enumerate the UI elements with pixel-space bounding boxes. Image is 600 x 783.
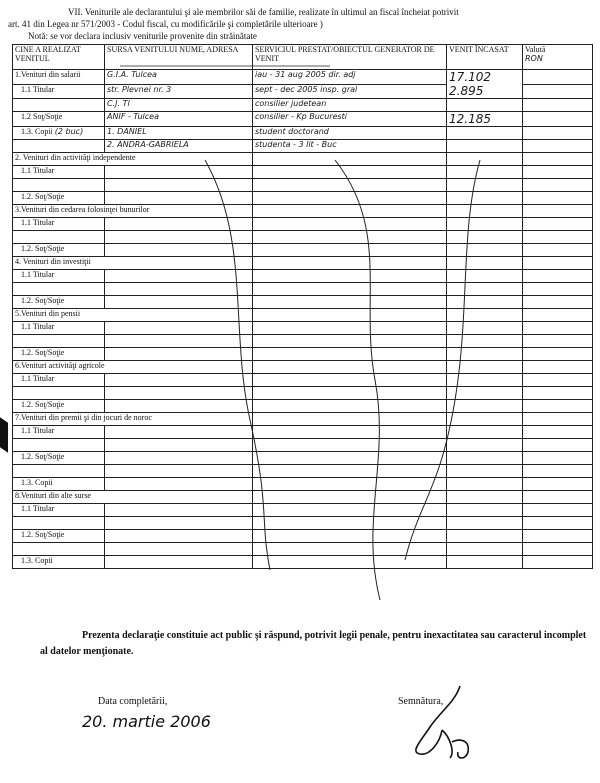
- empty-cell: [447, 348, 523, 361]
- empty-cell: [523, 296, 593, 309]
- scan-edge-mark: [0, 417, 8, 453]
- empty-cell: [447, 556, 523, 569]
- row-label: 1.2. Soţ/Soţie: [13, 400, 105, 413]
- empty-cell: [523, 491, 593, 504]
- empty-cell: [447, 205, 523, 218]
- empty-cell: [253, 335, 447, 348]
- col-header-source: SURSA VENITULUI NUME, ADRESA: [105, 45, 253, 70]
- empty-cell: [253, 179, 447, 192]
- row-label: 1.1 Titular: [13, 426, 105, 439]
- section-5-title: 5.Venituri din pensii: [13, 309, 253, 322]
- table-row: [13, 556, 593, 569]
- empty-cell: [13, 179, 105, 192]
- empty-cell: [13, 465, 105, 478]
- amount-entry: 12.185: [447, 112, 523, 127]
- empty-cell: [13, 99, 105, 112]
- empty-cell: [253, 270, 447, 283]
- row-label: 1.1 Titular: [13, 504, 105, 517]
- income-table: [12, 44, 593, 569]
- table-row: [13, 322, 593, 335]
- table-row: [13, 413, 593, 426]
- empty-cell: [523, 179, 593, 192]
- table-row: [13, 452, 593, 465]
- table-row: [13, 244, 593, 257]
- empty-cell: [105, 556, 253, 569]
- empty-cell: [105, 465, 253, 478]
- date-label: Data completării,: [98, 696, 168, 707]
- empty-cell: [253, 465, 447, 478]
- empty-cell: [105, 283, 253, 296]
- source-entry: str. Plevnei nr. 3: [105, 84, 253, 99]
- table-row: [13, 439, 593, 452]
- table-row: [13, 465, 593, 478]
- empty-cell: [105, 517, 253, 530]
- col-header-service: SERVICIUL PRESTAT/OBIECTUL GENERATOR DE VENIT: [253, 45, 447, 70]
- table-row: [13, 231, 593, 244]
- header-line-1: VII. Veniturile ale declarantului şi ale membrilor săi de familie, realizate în ultimul an fiscal încheiat potrivit: [68, 7, 459, 17]
- empty-cell: [523, 244, 593, 257]
- empty-cell: [13, 335, 105, 348]
- signature-label: Semnătura,: [398, 696, 444, 707]
- table-row: [13, 257, 593, 270]
- empty-cell: [105, 426, 253, 439]
- table-row: [13, 530, 593, 543]
- currency-cell: [523, 99, 593, 112]
- empty-cell: [523, 322, 593, 335]
- empty-cell: [253, 231, 447, 244]
- empty-cell: [447, 530, 523, 543]
- section-8-title: 8.Venituri din alte surse: [13, 491, 253, 504]
- empty-cell: [13, 517, 105, 530]
- table-row: [13, 361, 593, 374]
- empty-cell: [447, 491, 523, 504]
- empty-cell: [523, 361, 593, 374]
- empty-cell: [447, 387, 523, 400]
- row-label-copii: 1.3. Copii: [21, 127, 53, 136]
- empty-cell: [253, 166, 447, 179]
- row-label: [13, 127, 105, 140]
- empty-cell: [523, 335, 593, 348]
- amount-2: 2.895: [449, 84, 484, 98]
- empty-cell: [253, 517, 447, 530]
- section-2-title: 2. Venituri din activităţi independente: [13, 153, 253, 166]
- row-label: 1.1 Titular: [13, 322, 105, 335]
- empty-cell: [523, 231, 593, 244]
- table-header-row: [13, 45, 593, 70]
- empty-cell: [253, 374, 447, 387]
- row-label: 1.1 Titular: [13, 218, 105, 231]
- empty-cell: [13, 439, 105, 452]
- empty-cell: [253, 348, 447, 361]
- section-7-title: 7.Venituri din premii şi din jocuri de noroc: [13, 413, 253, 426]
- section-header: [8, 6, 592, 42]
- empty-cell: [447, 374, 523, 387]
- empty-cell: [447, 140, 523, 153]
- service-entry: studenta - 3 lit - Buc: [253, 140, 447, 153]
- empty-cell: [447, 517, 523, 530]
- empty-cell: [447, 179, 523, 192]
- section-6-title: 6.Venituri activităţi agricole: [13, 361, 253, 374]
- empty-cell: [105, 439, 253, 452]
- empty-cell: [253, 556, 447, 569]
- source-entry: G.I.A. Tulcea: [105, 70, 253, 85]
- empty-cell: [253, 361, 447, 374]
- empty-cell: [447, 400, 523, 413]
- footer-statement: Prezenta declaraţie constituie act public şi răspund, potrivit legii penale, pentru inexactitatea sau caracterul incomplet al datelor menţionate.: [40, 630, 587, 657]
- row-label: 1.2 Soţ/Soţie: [13, 112, 105, 127]
- empty-cell: [13, 140, 105, 153]
- empty-cell: [447, 504, 523, 517]
- empty-cell: [447, 153, 523, 166]
- table-row: [13, 112, 593, 127]
- currency-cell: [523, 70, 593, 85]
- empty-cell: [253, 296, 447, 309]
- section-1-title: 1.Venituri din salarii: [13, 70, 105, 85]
- currency-note: RON: [525, 54, 543, 63]
- empty-cell: [105, 335, 253, 348]
- empty-cell: [447, 296, 523, 309]
- empty-cell: [105, 179, 253, 192]
- empty-cell: [523, 309, 593, 322]
- empty-cell: [105, 374, 253, 387]
- amount-1: 17.102: [449, 70, 491, 84]
- empty-cell: [447, 452, 523, 465]
- empty-cell: [523, 543, 593, 556]
- empty-cell: [253, 244, 447, 257]
- empty-cell: [523, 517, 593, 530]
- empty-cell: [523, 153, 593, 166]
- empty-cell: [105, 452, 253, 465]
- empty-cell: [523, 270, 593, 283]
- empty-cell: [523, 283, 593, 296]
- empty-cell: [105, 270, 253, 283]
- empty-cell: [253, 192, 447, 205]
- empty-cell: [105, 244, 253, 257]
- row-label: 1.2. Soţ/Soţie: [13, 192, 105, 205]
- amount-entry: [447, 70, 523, 99]
- row-label: 1.1 Titular: [13, 374, 105, 387]
- currency-cell: [523, 140, 593, 153]
- empty-cell: [13, 387, 105, 400]
- empty-cell: [447, 127, 523, 140]
- empty-cell: [253, 439, 447, 452]
- empty-cell: [253, 491, 447, 504]
- table-row: [13, 270, 593, 283]
- empty-cell: [13, 543, 105, 556]
- empty-cell: [105, 543, 253, 556]
- row-label: 1.2. Soţ/Soţie: [13, 296, 105, 309]
- table-row: [13, 491, 593, 504]
- empty-cell: [447, 231, 523, 244]
- empty-cell: [253, 257, 447, 270]
- row-label: 1.1 Titular: [13, 270, 105, 283]
- empty-cell: [253, 400, 447, 413]
- col-header-currency: [523, 45, 593, 70]
- table-row: [13, 127, 593, 140]
- empty-cell: [447, 309, 523, 322]
- empty-cell: [105, 322, 253, 335]
- table-row: [13, 296, 593, 309]
- table-row: [13, 179, 593, 192]
- empty-cell: [105, 296, 253, 309]
- service-entry: consilier judetean: [253, 99, 447, 112]
- empty-cell: [523, 387, 593, 400]
- empty-cell: [447, 244, 523, 257]
- empty-cell: [253, 452, 447, 465]
- empty-cell: [447, 283, 523, 296]
- service-entry: sept - dec 2005 insp. gral: [253, 84, 447, 99]
- source-entry: ANIF - Tulcea: [105, 112, 253, 127]
- service-entry: consilier - Kp Bucuresti: [253, 112, 447, 127]
- empty-cell: [523, 465, 593, 478]
- table-row: [13, 309, 593, 322]
- empty-cell: [253, 153, 447, 166]
- source-entry: C.J. Tl: [105, 99, 253, 112]
- section-4-title: 4. Venituri din investiţii: [13, 257, 253, 270]
- empty-cell: [523, 166, 593, 179]
- table-row: [13, 348, 593, 361]
- table-row: [13, 478, 593, 491]
- empty-cell: [523, 556, 593, 569]
- table-row: [13, 335, 593, 348]
- empty-cell: [447, 166, 523, 179]
- table-row: [13, 504, 593, 517]
- empty-cell: [105, 504, 253, 517]
- empty-cell: [523, 439, 593, 452]
- empty-cell: [447, 439, 523, 452]
- source-entry: 1. DANIEL: [105, 127, 253, 140]
- table-row: [13, 400, 593, 413]
- empty-cell: [523, 348, 593, 361]
- empty-cell: [523, 530, 593, 543]
- empty-cell: [253, 543, 447, 556]
- empty-cell: [447, 361, 523, 374]
- empty-cell: [523, 426, 593, 439]
- empty-cell: [523, 218, 593, 231]
- table-row: [13, 426, 593, 439]
- empty-cell: [105, 387, 253, 400]
- row-label: 1.3. Copii: [13, 556, 105, 569]
- empty-cell: [447, 99, 523, 112]
- table-row: [13, 517, 593, 530]
- empty-cell: [447, 413, 523, 426]
- empty-cell: [447, 465, 523, 478]
- table-row: [13, 283, 593, 296]
- service-entry: iau - 31 aug 2005 dir. adj: [253, 70, 447, 85]
- empty-cell: [105, 218, 253, 231]
- empty-cell: [253, 504, 447, 517]
- empty-cell: [253, 478, 447, 491]
- empty-cell: [523, 452, 593, 465]
- col-header-who: CINE A REALIZAT VENITUL: [13, 45, 105, 70]
- empty-cell: [523, 205, 593, 218]
- empty-cell: [447, 192, 523, 205]
- table-row: [13, 543, 593, 556]
- empty-cell: [253, 218, 447, 231]
- table-row: [13, 218, 593, 231]
- empty-cell: [105, 231, 253, 244]
- table-row: [13, 192, 593, 205]
- currency-cell: [523, 112, 593, 127]
- empty-cell: [253, 413, 447, 426]
- empty-cell: [13, 231, 105, 244]
- empty-cell: [523, 478, 593, 491]
- empty-cell: [447, 257, 523, 270]
- service-entry: student doctorand: [253, 127, 447, 140]
- table-row: [13, 205, 593, 218]
- empty-cell: [253, 322, 447, 335]
- table-row: [13, 374, 593, 387]
- row-label: 1.1 Titular: [13, 84, 105, 99]
- empty-cell: [523, 504, 593, 517]
- empty-cell: [447, 335, 523, 348]
- copii-note: (2 buc): [54, 127, 84, 136]
- empty-cell: [523, 413, 593, 426]
- table-row: [13, 99, 593, 112]
- empty-cell: [447, 322, 523, 335]
- empty-cell: [253, 426, 447, 439]
- col-header-amount: VENIT ÎNCASAT: [447, 45, 523, 70]
- empty-cell: [447, 478, 523, 491]
- empty-cell: [105, 478, 253, 491]
- row-label: 1.2. Soţ/Soţie: [13, 244, 105, 257]
- table-row: [13, 387, 593, 400]
- table-row: [13, 166, 593, 179]
- row-label: 1.2. Soţ/Soţie: [13, 452, 105, 465]
- row-label: 1.3. Copii: [13, 478, 105, 491]
- row-label: 1.2. Soţ/Soţie: [13, 530, 105, 543]
- date-value: 20. martie 2006: [82, 712, 211, 731]
- empty-cell: [105, 348, 253, 361]
- empty-cell: [523, 257, 593, 270]
- header-note: Notă: se vor declara inclusiv veniturile provenite din străinătate: [28, 31, 257, 41]
- empty-cell: [523, 192, 593, 205]
- empty-cell: [105, 400, 253, 413]
- table-row: [13, 153, 593, 166]
- table-row: [13, 70, 593, 85]
- empty-cell: [447, 270, 523, 283]
- empty-cell: [253, 530, 447, 543]
- currency-cell: [523, 84, 593, 99]
- empty-cell: [253, 205, 447, 218]
- signature-mark: [400, 682, 480, 762]
- empty-cell: [253, 309, 447, 322]
- header-line-2: art. 41 din Legea nr 571/2003 - Codul fiscal, cu modificările şi completările ulterioare ): [8, 19, 323, 29]
- empty-cell: [523, 400, 593, 413]
- empty-cell: [447, 426, 523, 439]
- col-header-currency-label: Valută: [525, 45, 546, 54]
- row-label: 1.2. Soţ/Soţie: [13, 348, 105, 361]
- empty-cell: [523, 374, 593, 387]
- empty-cell: [253, 387, 447, 400]
- table-row: [13, 140, 593, 153]
- empty-cell: [105, 530, 253, 543]
- empty-cell: [13, 283, 105, 296]
- empty-cell: [105, 192, 253, 205]
- empty-cell: [105, 166, 253, 179]
- empty-cell: [253, 283, 447, 296]
- source-entry: 2. ANDRA-GABRIELA: [105, 140, 253, 153]
- empty-cell: [447, 218, 523, 231]
- empty-cell: [447, 543, 523, 556]
- currency-cell: [523, 127, 593, 140]
- section-3-title: 3.Venituri din cedarea folosinţei bunurilor: [13, 205, 253, 218]
- row-label: 1.1 Titular: [13, 166, 105, 179]
